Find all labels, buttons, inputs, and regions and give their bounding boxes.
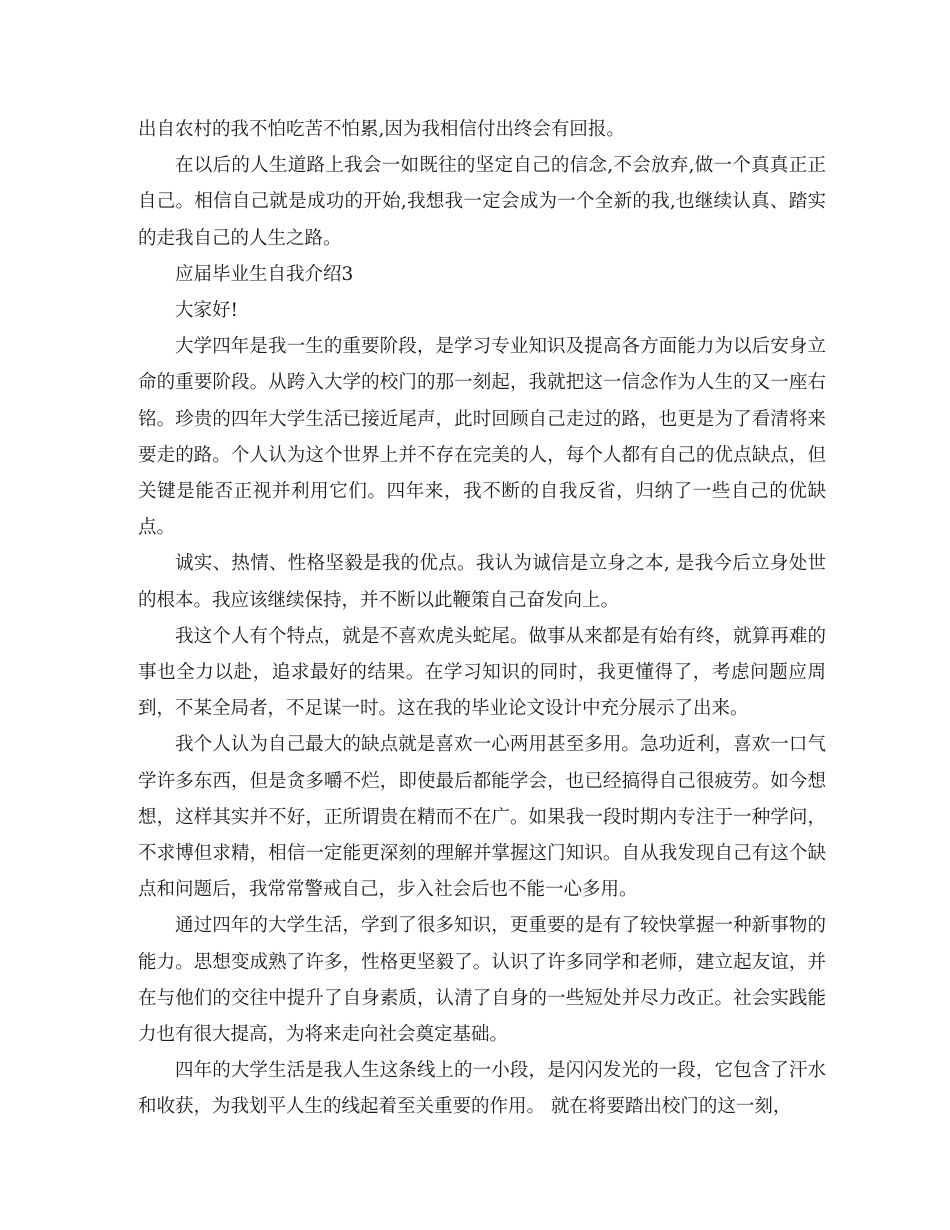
paragraph: 诚实、热情、性格坚毅是我的优点。我认为诚信是立身之本, 是我今后立身处世的根本。我应该继续保持，并不断以此鞭策自己奋发向上。 <box>138 553 826 611</box>
paragraph: 大学四年是我一生的重要阶段，是学习专业知识及提高各方面能力为以后安身立命的重要阶段。从跨入大学的校门的那一刻起，我就把这一信念作为人生的又一座右铭。珍贵的四年大学生活已接近尾声，此时回顾自己走过的路，也更是为了看清将来要走的路。个人认为这个世界上并不存在完美的人，每个人都有自己的优点缺点，但关键是能否正视并利用它们。四年来，我不断的自我反省，归纳了一些自己的优缺点。 <box>138 336 826 539</box>
paragraph: 通过四年的大学生活，学到了很多知识，更重要的是有了较快掌握一种新事物的能力。思想变成熟了许多，性格更坚毅了。认识了许多同学和老师，建立起友谊，并在与他们的交往中提升了自身素质，认清了自身的一些短处并尽力改正。社会实践能力也有很大提高，为将来走向社会奠定基础。 <box>138 915 826 1046</box>
paragraph: 我个人认为自己最大的缺点就是喜欢一心两用甚至多用。急功近利，喜欢一口气学许多东西，但是贪多嚼不烂，即使最后都能学会，也已经搞得自己很疲劳。如今想想，这样其实并不好，正所谓贵在精而不在广。如果我一段时期内专注于一种学问，不求博但求精，相信一定能更深刻的理解并掌握这门知识。自从我发现自己有这个缺点和问题后，我常常警戒自己，步入社会后也不能一心多用。 <box>138 734 826 901</box>
section-heading: 应届毕业生自我介绍3 <box>175 263 354 285</box>
document-body <box>138 112 826 1126</box>
paragraph: 出自农村的我不怕吃苦不怕累,因为我相信付出终会有回报。 <box>138 119 625 140</box>
paragraph: 在以后的人生道路上我会一如既往的坚定自己的信念,不会放弃,做一个真真正正自己。相信自己就是成功的开始,我想我一定会成为一个全新的我,也继续认真、踏实的走我自己的人生之路。 <box>138 155 826 249</box>
paragraph: 我这个人有个特点，就是不喜欢虎头蛇尾。做事从来都是有始有终，就算再难的事也全力以赴，追求最好的结果。在学习知识的同时，我更懂得了，考虑问题应周到，不某全局者，不足谋一时。这在我的毕业论文设计中充分展示了出来。 <box>138 625 826 720</box>
greeting: 大家好! <box>175 300 238 322</box>
paragraph: 四年的大学生活是我人生这条线上的一小段，是闪闪发光的一段，它包含了汗水和收获，为我划平人生的线起着至关重要的作用。 就在将要踏出校门的这一刻， <box>138 1060 826 1118</box>
